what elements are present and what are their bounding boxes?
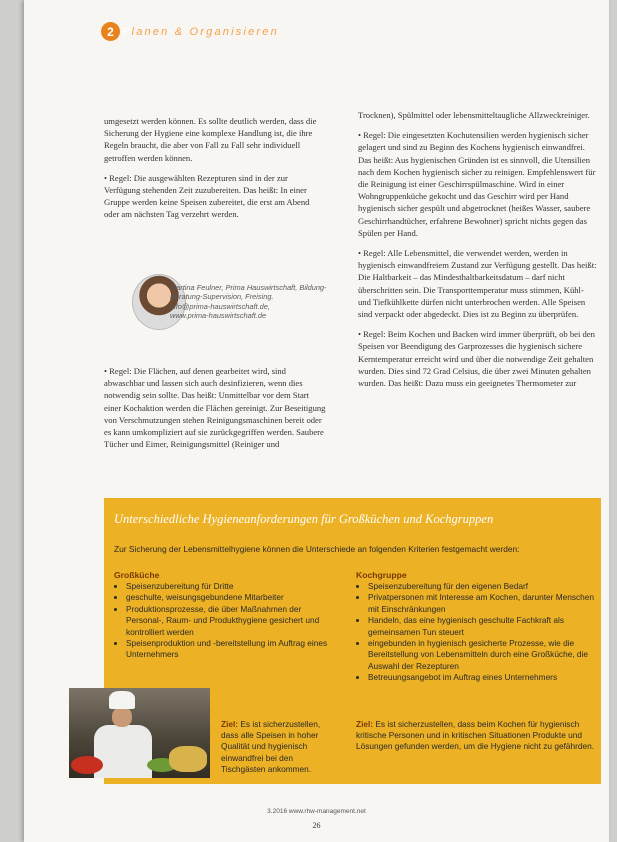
author-website-link[interactable]: www.prima-hauswirtschaft.de xyxy=(170,311,267,321)
list-item: • Handeln, das eine hygienisch geschulte Fachkraft als gemeinsamen Tun steuert xyxy=(368,615,596,638)
list-item: • Speisenzubereitung für den eigenen Bedarf xyxy=(368,581,596,592)
paragraph: • Regel: Alle Lebensmittel, die verwendet werden, werden in hygienisch einwandfreiem Zustand zur Verfügung gestellt. Das heißt: Die Haltbarkeit – das Mindesthaltbarkeitsdatum – darf nicht überschritten sein. Die Transporttemperatur muss stimmen, Kühl- und Tiefkühlkette dürfen nicht unterbrochen werden. Alle Speisen sind verpackt oder abgedeckt. Dies ist zu Beginn zu überprüfen. xyxy=(358,248,597,320)
goal-text: Es ist sicherzustellen, dass alle Speisen in hoher Qualität und hygienisch einwandfrei bei den Tischgästen ankommen. xyxy=(221,719,321,774)
goal-label: Ziel: xyxy=(356,719,374,729)
column-heading: Großküche xyxy=(114,570,160,580)
kochgruppe-goal xyxy=(356,719,594,753)
list-item: • Produktionsprozesse, die über Maßnahmen der Personal-, Raum- und Produkthygiene gesichert und kontrolliert werden xyxy=(126,604,339,638)
section-title-first-letter: P xyxy=(122,25,132,38)
criteria-list xyxy=(356,581,596,684)
chef-hat-shape xyxy=(109,691,135,709)
author-role: , Prima Hauswirtschaft, Bildung-Beratung-Supervision, Freising. xyxy=(170,283,327,302)
chef-photo xyxy=(69,688,210,778)
right-column xyxy=(358,109,598,397)
list-item: • geschulte, weisungsgebundene Mitarbeiter xyxy=(126,592,339,603)
list-item: • Speisenzubereitung für Dritte xyxy=(126,581,339,592)
list-item: • Speisenproduktion und -bereitstellung im Auftrag eines Unternehmers xyxy=(126,638,339,661)
section-number-badge: 2 xyxy=(101,22,120,41)
section-header xyxy=(101,22,279,41)
list-item: • eingebunden in hygienisch gesicherte Prozesse, wie die Bereitstellung von Lebensmitteln durch eine Großküche, die Auswahl der Rezepturen xyxy=(368,638,596,672)
author-email-link[interactable]: info@prima-hauswirtschaft.de, xyxy=(170,301,270,311)
paragraph: • Regel: Beim Kochen und Backen wird immer überprüft, ob bei den Speisen vor Beendigung des Garprozesses die hygienisch sichere Kerntemperatur erreicht wird und über die notwendige Zeit gehalten wurden. Dies sind 72 Grad Celsius, die über zwei Minuten gehalten wurden. Das heißt: Dazu muss ein geeignetes Thermometer zur xyxy=(358,329,595,389)
paragraph: umgesetzt werden können. Es sollte deutlich werden, dass die Sicherung der Hygiene eine komplexe Handlung ist, die ihre Regeln braucht, die aber von Fall zu Fall sehr individuell getroffen werden können. xyxy=(104,116,317,163)
chef-body-shape xyxy=(94,725,152,778)
left-column-bottom xyxy=(104,365,326,458)
list-item: • Betreuungsangebot im Auftrag eines Unternehmers xyxy=(368,672,596,683)
box-intro: Zur Sicherung der Lebensmittelhygiene können die Unterschiede an folgenden Kriterien festgemacht werden: xyxy=(114,544,520,554)
goal-label: Ziel: xyxy=(221,719,239,729)
box-title: Unterschiedliche Hygieneanforderungen für Großküchen und Kochgruppen xyxy=(114,512,494,526)
paragraph: • Regel: Die eingesetzten Kochutensilien werden hygienisch sicher gelagert und sind zu Beginn des Kochens hygienisch einwandfrei. Das heißt: Aus hygienischen Gründen ist es sinnvoll, die Utensilien nach dem Kochen hygienisch sicher zu reinigen. Empfehlenswert für die Reinigung ist einer Geschirrspülmaschine. Wird in einer Wohngruppenküche gekocht und das Geschirr wird per Hand hygienisch sicher gespült und abgetrocknet (heißes Wasser, saubere Geschirrhandtücher, erfahrene Bewohner) spricht nichts gegen das Spülen per Hand. xyxy=(358,130,596,238)
author-info xyxy=(170,283,340,321)
grosskueche-column xyxy=(114,570,339,661)
food-shape xyxy=(169,746,207,772)
magazine-page xyxy=(24,0,609,842)
footer-site: 3.2016 www.rhw-management.net xyxy=(267,808,366,815)
column-heading: Kochgruppe xyxy=(356,570,407,580)
grosskueche-goal xyxy=(221,719,339,775)
kochgruppe-column xyxy=(356,570,596,684)
author-name: Martina Feulner xyxy=(170,283,222,292)
vegetable-shape xyxy=(71,756,103,774)
paragraph: • Regel: Die Flächen, auf denen gearbeitet wird, sind abwaschbar und lassen sich auch desinfizieren, wenn dies notwendig sein sollte. Das heißt: Unmittelbar vor dem Start einer Kochaktion werden die Flächen gereinigt. Zur Beseitigung von Verschmutzungen stehen Reinigungsmaschinen bereit oder es kann umkompliziert auf sie zurückgegriffen werden. Saubere Tücher und Eimer, Reinigungsmittel (Reiniger und xyxy=(104,366,326,450)
page-number: 26 xyxy=(312,821,321,830)
chef-face-shape xyxy=(112,707,132,727)
section-title xyxy=(122,26,279,38)
left-column-top xyxy=(104,115,324,229)
criteria-list xyxy=(114,581,339,661)
paragraph: Trocknen), Spülmittel oder lebensmitteltaugliche Allzweckreiniger. xyxy=(358,110,590,120)
paragraph: • Regel: Die ausgewählten Rezepturen sind in der zur Verfügung stehenden Zeit zuzubereiten. Das heißt: In einer Gruppe werden keine Speisen zubereitet, die erst am Abend oder am nächsten Tag verzehrt werden. xyxy=(104,172,310,220)
list-item: • Privatpersonen mit Interesse am Kochen, darunter Menschen mit Einschränkungen xyxy=(368,592,596,615)
goal-text: Es ist sicherzustellen, dass beim Kochen für hygienisch kritische Personen und in kritischen Situationen Produkte und Lösungen gefunden werden, um die Hygiene nicht zu gefährden. xyxy=(356,719,595,752)
section-title-rest: lanen & Organisieren xyxy=(131,25,279,38)
